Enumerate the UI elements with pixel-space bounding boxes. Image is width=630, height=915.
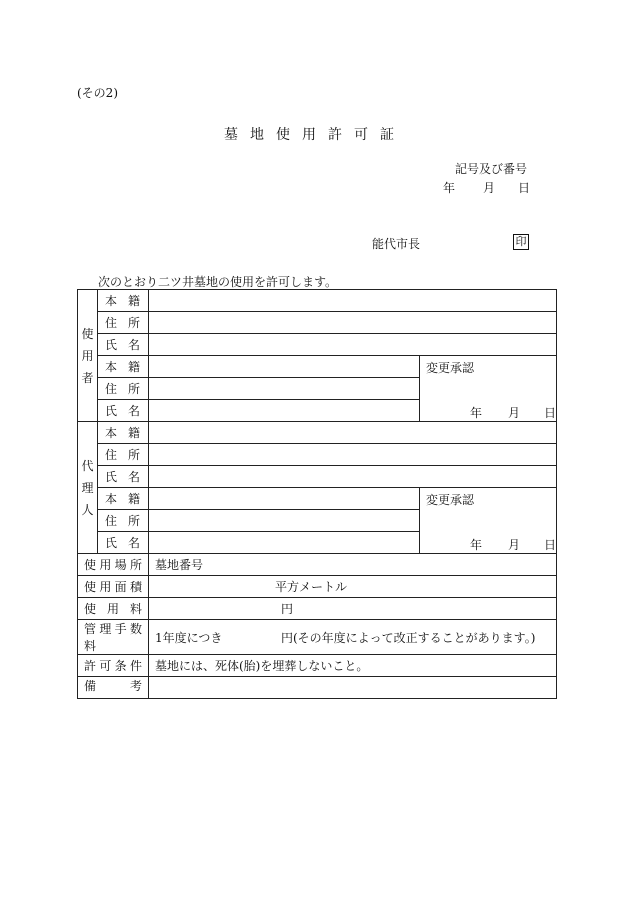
change-approval-label: 変更承認 (426, 493, 475, 507)
agent-honseki-row (78, 422, 557, 444)
agent-shimei-value[interactable] (149, 466, 557, 488)
agent-change-honseki-value[interactable] (149, 488, 420, 510)
mayor-label: 能代市長 (372, 237, 421, 251)
mgmt-fee-row (78, 620, 557, 655)
intro-text: 次のとおり二ツ井墓地の使用を許可します。 (98, 275, 338, 289)
agent-change-honseki-row (78, 488, 557, 510)
field-label-jusho: 住所 (98, 312, 149, 334)
agent-shimei-row (78, 466, 557, 488)
user-jusho-row (78, 312, 557, 334)
document-title: 墓地使用許可証 (224, 127, 406, 143)
agent-change-approval[interactable] (420, 488, 557, 554)
change-approval-label: 変更承認 (426, 361, 475, 375)
area-value[interactable]: 平方メートル (149, 576, 557, 598)
form-number: (その2) (77, 86, 118, 100)
condition-label: 許可条件 (78, 655, 149, 677)
agent-jusho-row (78, 444, 557, 466)
condition-value: 墓地には、死体(胎)を埋葬しないこと。 (149, 655, 557, 677)
place-row (78, 554, 557, 576)
field-label-jusho: 住所 (98, 510, 149, 532)
mgmt-fee-value[interactable]: 1年度につき 円(その年度によって改正することがあります。) (149, 620, 557, 655)
mgmt-fee-label: 管理手数料 (78, 620, 149, 655)
user-honseki-row (78, 290, 557, 312)
user-change-approval[interactable] (420, 356, 557, 422)
place-label: 使用場所 (78, 554, 149, 576)
field-label-honseki: 本籍 (98, 356, 149, 378)
user-honseki-value[interactable] (149, 290, 557, 312)
agent-change-shimei-value[interactable] (149, 532, 420, 554)
remarks-value[interactable] (149, 677, 557, 699)
area-row (78, 576, 557, 598)
field-label-honseki: 本籍 (98, 290, 149, 312)
change-approval-date: 年 月 日 (470, 406, 557, 420)
change-approval-date: 年 月 日 (470, 538, 557, 552)
user-shimei-value[interactable] (149, 334, 557, 356)
issue-date (443, 179, 530, 196)
agent-group-label: 代 理 人 (78, 422, 98, 554)
fee-row (78, 598, 557, 620)
date-day: 日 (518, 181, 531, 195)
user-shimei-row (78, 334, 557, 356)
fee-label: 使用料 (78, 598, 149, 620)
date-year: 年 (443, 181, 456, 195)
remarks-label: 備考 (78, 677, 149, 699)
agent-change-jusho-value[interactable] (149, 510, 420, 532)
field-label-jusho: 住所 (98, 444, 149, 466)
field-label-honseki: 本籍 (98, 422, 149, 444)
date-month: 月 (483, 181, 496, 195)
field-label-shimei: 氏名 (98, 466, 149, 488)
field-label-shimei: 氏名 (98, 334, 149, 356)
seal-mark: 印 (513, 234, 529, 250)
field-label-honseki: 本籍 (98, 488, 149, 510)
permit-table (77, 289, 557, 699)
user-change-shimei-value[interactable] (149, 400, 420, 422)
area-label: 使用面積 (78, 576, 149, 598)
user-group-label: 使 用 者 (78, 290, 98, 422)
place-value[interactable]: 墓地番号 (149, 554, 557, 576)
user-change-honseki-row (78, 356, 557, 378)
user-change-honseki-value[interactable] (149, 356, 420, 378)
agent-honseki-value[interactable] (149, 422, 557, 444)
record-number-label: 記号及び番号 (454, 162, 527, 176)
condition-row (78, 655, 557, 677)
remarks-row (78, 677, 557, 699)
fee-value[interactable]: 円 (149, 598, 557, 620)
user-change-jusho-value[interactable] (149, 378, 420, 400)
user-jusho-value[interactable] (149, 312, 557, 334)
agent-jusho-value[interactable] (149, 444, 557, 466)
field-label-jusho: 住所 (98, 378, 149, 400)
field-label-shimei: 氏名 (98, 400, 149, 422)
field-label-shimei: 氏名 (98, 532, 149, 554)
